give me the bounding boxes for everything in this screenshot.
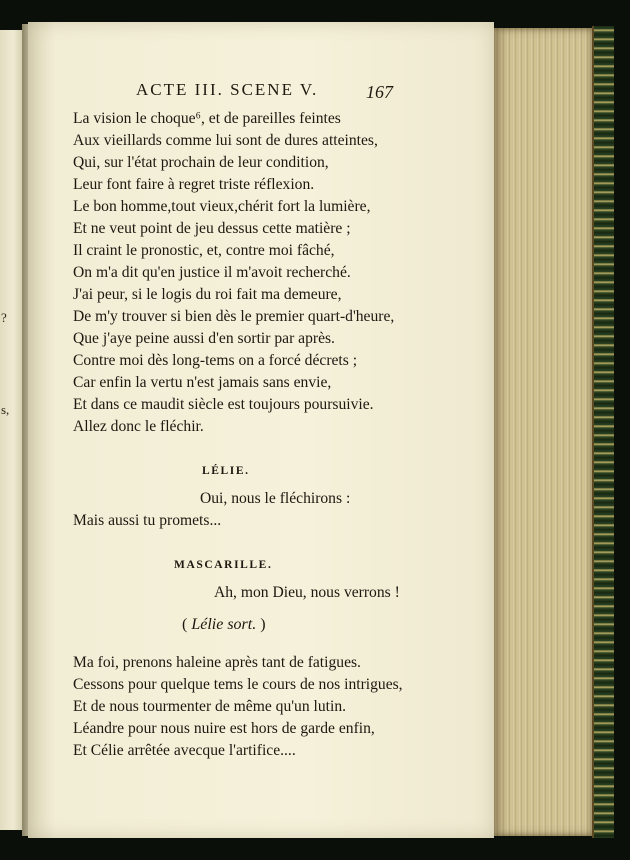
verse-line: Il craint le pronostic, et, contre moi fâché, <box>73 242 335 259</box>
stage-direction <box>182 616 266 634</box>
verse-line: Ah, mon Dieu, nous verrons ! <box>214 584 400 601</box>
verse-line: Leur font faire à regret triste réflexion. <box>73 176 315 193</box>
stage-paren-open: ( <box>182 616 192 633</box>
facing-page-fragment: ? <box>1 310 7 325</box>
facing-page-edge <box>0 30 23 830</box>
running-head <box>110 80 410 104</box>
verse-line: Car enfin la vertu n'est jamais sans envie, <box>73 374 332 391</box>
cover-edge <box>592 26 614 838</box>
verse-line: Allez donc le fléchir. <box>73 418 204 435</box>
verse-line: Le bon homme,tout vieux,chérit fort la lumière, <box>73 198 371 215</box>
verse-line: J'ai peur, si le logis du roi fait ma demeure, <box>73 286 342 303</box>
verse-line: Cessons pour quelque tems le cours de nos intrigues, <box>73 676 403 693</box>
verse-line: Mais aussi tu promets... <box>73 512 222 529</box>
stage-paren-close: ) <box>256 616 266 633</box>
verse-line: Léandre pour nous nuire est hors de garde enfin, <box>73 720 375 737</box>
verse-line: Et de nous tourmenter de même qu'un lutin. <box>73 698 347 715</box>
stage-direction-text: Lélie sort. <box>191 616 257 633</box>
page-text <box>28 22 494 838</box>
verse-line: Ma foi, prenons haleine après tant de fatigues. <box>73 654 361 671</box>
verse-line: Que j'aye peine aussi d'en sortir par après. <box>73 330 335 347</box>
verse-line: Et dans ce maudit siècle est toujours poursuivie. <box>73 396 374 413</box>
verse-line: On m'a dit qu'en justice il m'avoit recherché. <box>73 264 351 281</box>
verse-line: Et Célie arrêtée avecque l'artifice.... <box>73 742 296 759</box>
book-page <box>28 22 494 838</box>
verse-line: Oui, nous le fléchirons : <box>200 490 351 507</box>
page-block-edge <box>494 28 594 836</box>
speaker-name: MASCARILLE. <box>174 559 273 571</box>
verse-line: La vision le choque⁶, et de pareilles feintes <box>73 110 341 127</box>
page-number: 167 <box>366 82 393 102</box>
facing-page-fragment: s, <box>1 402 10 417</box>
verse-line: De m'y trouver si bien dès le premier quart-d'heure, <box>73 308 395 325</box>
speaker-name: LÉLIE. <box>202 465 250 477</box>
running-head-title: ACTE III. SCENE V. <box>136 80 319 99</box>
verse-line: Qui, sur l'état prochain de leur condition, <box>73 154 329 171</box>
verse-line: Et ne veut point de jeu dessus cette matière ; <box>73 220 351 237</box>
verse-line: Aux vieillards comme lui sont de dures atteintes, <box>73 132 378 149</box>
verse-line: Contre moi dès long-tems on a forcé décrets ; <box>73 352 358 369</box>
